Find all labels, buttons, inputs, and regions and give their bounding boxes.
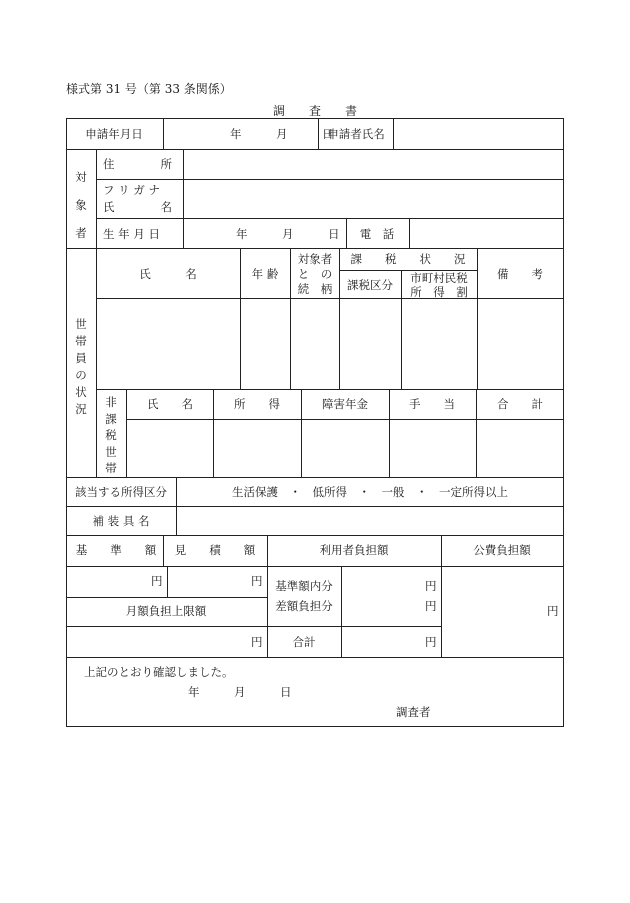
address-field[interactable]: [186, 152, 560, 176]
address-label: 住 所: [103, 157, 172, 171]
household-side-char: 帯: [75, 334, 87, 348]
difference-label: 差額負担分: [275, 599, 333, 613]
monthly-cap-yen: 円: [251, 635, 263, 649]
monthly-cap-label: 月額負担上限額: [125, 604, 207, 618]
estimate-yen: 円: [251, 574, 263, 588]
subject-name-field[interactable]: [186, 182, 560, 215]
form-number: 様式第 31 号（第 33 条関係）: [66, 82, 232, 96]
public-burden-header: 公費負担額: [473, 543, 531, 557]
standard-amount-header: 基 準 額: [75, 543, 157, 557]
household-side-char: 状: [75, 385, 87, 399]
difference-yen: 円: [425, 599, 437, 613]
municipal-tax-header-line1: 市町村民税: [410, 271, 468, 285]
birthdate-value: 年 月 日: [236, 227, 340, 241]
allowance-header: 手 当: [409, 397, 455, 411]
user-burden-header: 利用者負担額: [319, 543, 389, 557]
tax-class-header: 課税区分: [347, 278, 393, 292]
income-class-label: 該当する所得区分: [75, 485, 167, 499]
subject-side-char: 象: [75, 198, 87, 212]
cost-total-label: 合計: [292, 635, 316, 649]
household-age-header: 年 齢: [251, 267, 279, 281]
household-side-label: [74, 316, 88, 418]
household-name-header: 氏 名: [139, 267, 197, 281]
birthdate-label: 生 年 月 日: [103, 227, 160, 241]
furigana-label: フ リ ガ ナ: [103, 183, 160, 197]
within-standard-yen: 円: [425, 579, 437, 593]
cost-total-yen: 円: [425, 635, 437, 649]
non-taxable-side-char: 課: [105, 411, 117, 426]
non-taxable-side-char: 税: [105, 428, 117, 442]
relation-header-line3: 続 柄: [297, 282, 333, 296]
non-taxable-side-char: 世: [105, 444, 117, 459]
tax-status-header: 課 税 状 況: [350, 252, 466, 266]
income-class-options[interactable]: 生活保護 ・ 低所得 ・ 一般 ・ 一定所得以上: [232, 485, 508, 499]
subject-side-label: [74, 163, 88, 247]
confirmation-text: 上記のとおり確認しました。: [84, 665, 234, 679]
application-date-label: 申請年月日: [85, 127, 143, 141]
relation-header-line1: 対象者: [297, 252, 333, 266]
equipment-label: 補 装 具 名: [92, 514, 150, 528]
household-side-char: 世: [75, 317, 87, 331]
subject-side-char: 者: [75, 226, 87, 240]
non-taxable-side-label: [104, 394, 118, 477]
subject-side-char: 対: [75, 170, 87, 184]
title-text: 調 査 書: [272, 104, 357, 118]
application-date-value: 年 月 日: [230, 127, 334, 141]
phone-field[interactable]: [412, 222, 560, 246]
within-standard-label: 基準額内分: [275, 579, 333, 593]
household-side-char: 況: [75, 402, 87, 416]
equipment-field[interactable]: [179, 509, 560, 533]
investigator-label: 調査者: [396, 705, 431, 719]
confirmation-date: 年 月 日: [188, 685, 292, 699]
remarks-header: 備 考: [497, 267, 543, 281]
income-header: 所 得: [234, 397, 280, 411]
applicant-name-field[interactable]: [396, 122, 560, 146]
pension-header: 障害年金: [322, 397, 368, 411]
applicant-name-label: 申請者氏名: [327, 127, 385, 141]
relation-header-line2: と の: [297, 267, 333, 281]
non-taxable-side-char: 帯: [105, 461, 117, 475]
total-header: 合 計: [497, 397, 543, 411]
estimate-amount-header: 見 積 額: [174, 543, 256, 557]
household-side-char: の: [75, 368, 87, 382]
standard-yen: 円: [151, 574, 163, 588]
non-taxable-name-header: 氏 名: [147, 397, 193, 411]
non-taxable-side-char: 非: [105, 395, 117, 409]
phone-label: 電 話: [359, 227, 395, 241]
public-burden-yen: 円: [547, 604, 559, 618]
municipal-tax-header-line2: 所 得 割: [410, 285, 468, 299]
subject-name-label: 氏 名: [103, 200, 172, 214]
household-side-char: 員: [75, 351, 87, 365]
